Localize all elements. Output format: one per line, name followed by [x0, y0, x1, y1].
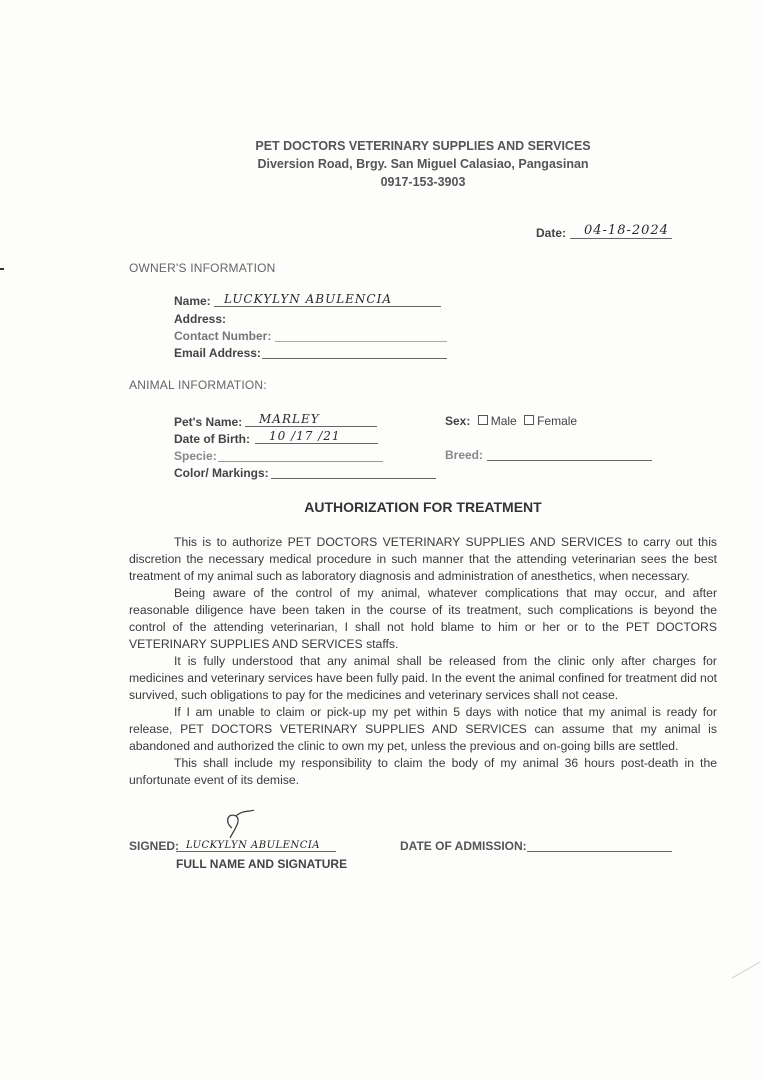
specie-field	[218, 447, 383, 462]
date-value: 04-18-2024	[584, 223, 669, 238]
owner-name-label: Name:	[174, 294, 211, 308]
company-name: PET DOCTORS VETERINARY SUPPLIES AND SERVICES	[255, 139, 591, 153]
date-field	[570, 224, 672, 239]
pet-name-field	[245, 412, 377, 427]
sex-male-option: Male	[490, 414, 517, 428]
date-of-admission-label: DATE OF ADMISSION:	[400, 839, 527, 853]
owner-name-field	[214, 292, 441, 307]
date-label: Date:	[536, 226, 567, 240]
signature-caption: FULL NAME AND SIGNATURE	[176, 857, 348, 871]
specie-label: Specie:	[174, 449, 217, 463]
signature-flourish-icon	[220, 808, 260, 842]
pet-name-label: Pet's Name:	[174, 415, 243, 429]
owner-section-title: OWNER'S INFORMATION	[129, 261, 276, 275]
owner-email-field	[262, 344, 447, 359]
sex-label: Sex:	[445, 414, 471, 428]
authorization-paragraph-3: It is fully understood that any animal shall be released from the clinic only after charges for medicines and veterinary services have been fully paid. In the event the animal confined for treatment did not survived, such obligations to pay for the medicines and veterinary services shall not cease.	[129, 654, 717, 702]
owner-address-label: Address:	[174, 312, 227, 326]
dob-value: 10 /17 /21	[269, 429, 341, 443]
color-markings-field	[271, 464, 436, 479]
breed-label: Breed:	[445, 448, 484, 462]
company-phone: 0917-153-3903	[380, 175, 466, 189]
authorization-title: AUTHORIZATION FOR TREATMENT	[304, 499, 542, 515]
color-markings-label: Color/ Markings:	[174, 466, 269, 480]
sex-female-checkbox[interactable]	[524, 415, 534, 425]
authorization-text	[129, 534, 717, 789]
owner-contact-label: Contact Number:	[174, 329, 272, 343]
authorization-paragraph-2: Being aware of the control of my animal, whatever complications that may occur, and after reasonable diligence have been taken in the course of its treatment, such complications is beyond the control of the attending veterinarian, I shall not hold blame to him or her or to the PET DOCTORS VETERINARY SUPPLIES AND SERVICES staffs.	[129, 586, 717, 651]
dob-label: Date of Birth:	[174, 432, 250, 446]
scan-crease-mark	[730, 960, 762, 980]
pet-name-value: MARLEY	[259, 412, 320, 426]
authorization-paragraph-1: This is to authorize PET DOCTORS VETERINARY SUPPLIES AND SERVICES to carry out this discretion the necessary medical procedure in such manner that the attending veterinarian sees the best treatment of my animal such as laboratory diagnosis and administration of anesthetics, when necessary.	[129, 535, 717, 583]
scan-edge-mark	[0, 268, 4, 270]
sex-male-checkbox[interactable]	[478, 415, 488, 425]
authorization-paragraph-5: This shall include my responsibility to claim the body of my animal 36 hours post-death in the unfortunate event of its demise.	[129, 756, 717, 787]
authorization-paragraph-4: If I am unable to claim or pick-up my pet within 5 days with notice that my animal is ready for release, PET DOCTORS VETERINARY SUPPLIES AND SERVICES can assume that my animal is abandoned and authorized the clinic to own my pet, unless the previous and on-going bills are settled.	[129, 705, 717, 753]
company-address: Diversion Road, Brgy. San Miguel Calasiao, Pangasinan	[257, 157, 589, 171]
sex-row	[445, 414, 577, 428]
owner-name-value: LUCKYLYN ABULENCIA	[224, 292, 393, 306]
date-of-admission-field	[527, 837, 672, 852]
signed-value: LUCKYLYN ABULENCIA	[186, 840, 321, 851]
animal-section-title: ANIMAL INFORMATION:	[129, 378, 267, 392]
dob-field	[255, 429, 378, 444]
sex-female-option: Female	[537, 414, 578, 428]
owner-email-label: Email Address:	[174, 346, 261, 360]
signed-label: SIGNED:	[129, 839, 180, 853]
owner-contact-field	[275, 327, 447, 342]
breed-field	[487, 446, 652, 461]
